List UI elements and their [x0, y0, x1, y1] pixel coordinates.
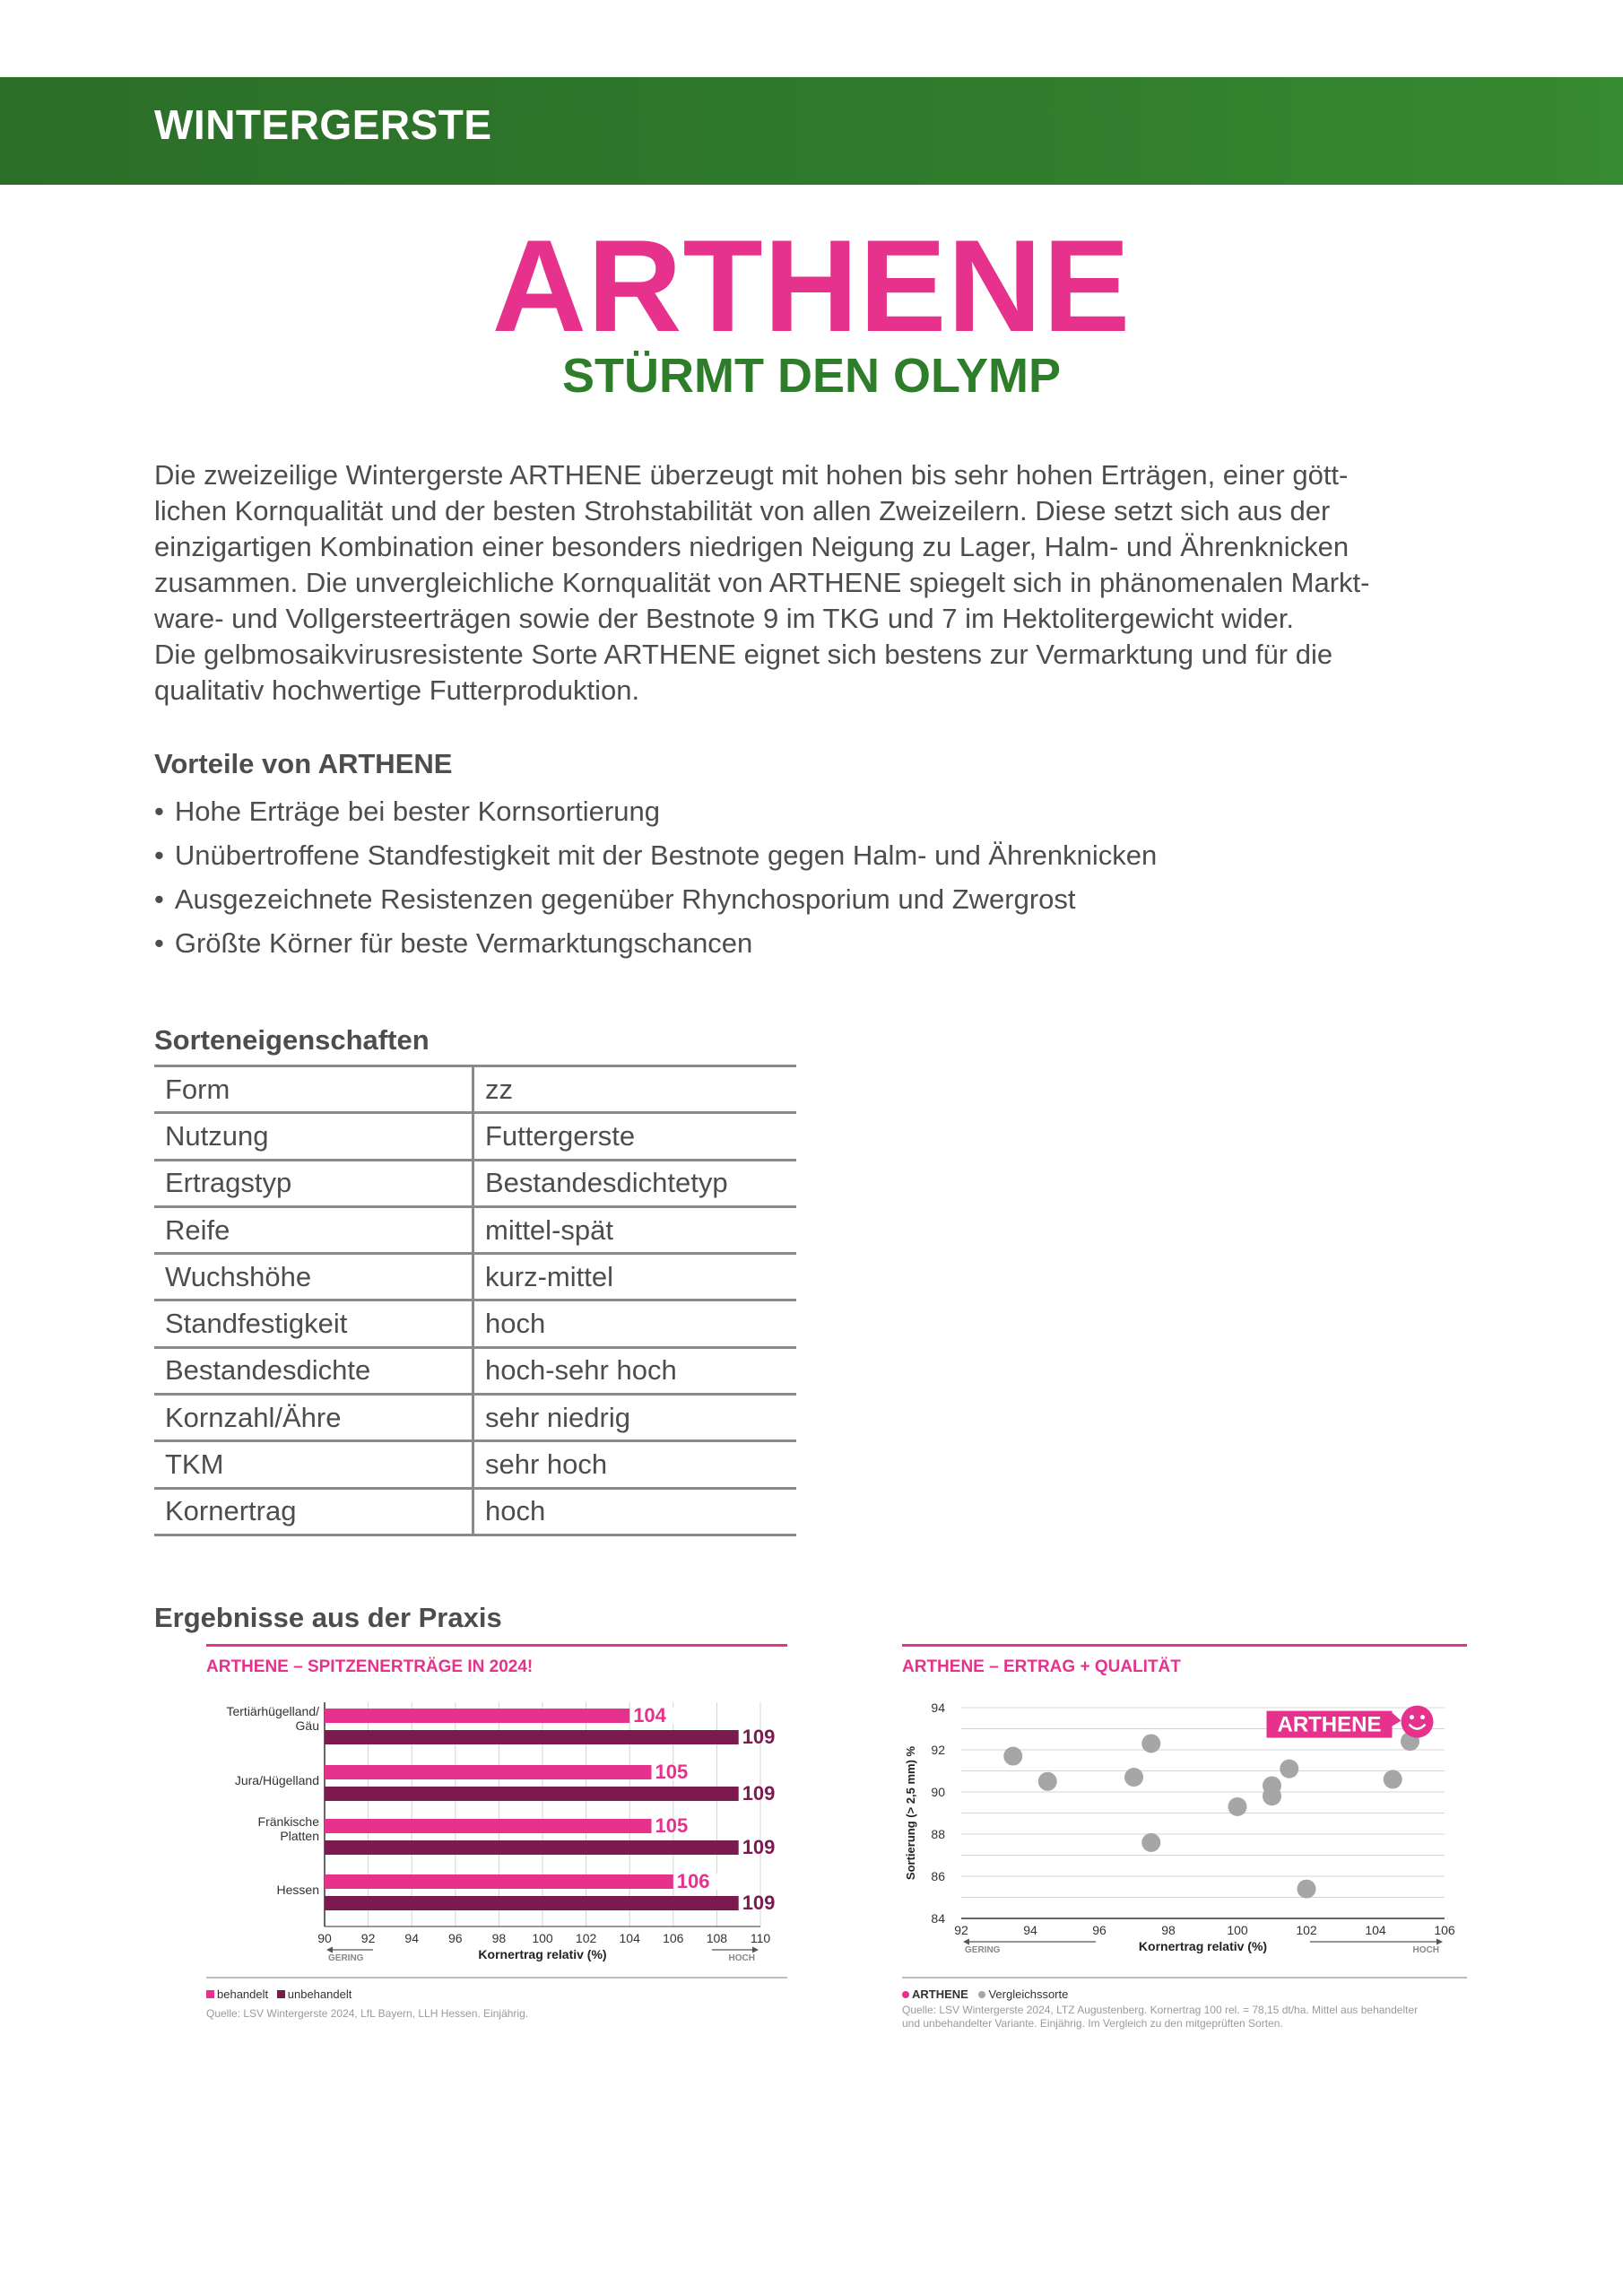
axis-high-label: HOCH — [1412, 1945, 1439, 1955]
property-name: Kornzahl/Ähre — [154, 1395, 473, 1441]
x-tick-label: 92 — [360, 1931, 376, 1945]
chart2-source: Quelle: LSV Wintergerste 2024, LTZ Augustenberg. Kornertrag 100 rel. = 78,15 dt/ha. Mittel aus behandelter und unbehandelter Variante. Einjährig. Im Vergleich zu den mitgeprüften Sorten. — [902, 2004, 1419, 2030]
axis-low-label: GERING — [328, 1953, 364, 1963]
axis-arrowhead-low — [326, 1947, 333, 1953]
yield-bar-chart — [197, 1686, 798, 1973]
property-row — [154, 1113, 796, 1160]
legend-dot-comparison — [978, 1991, 985, 1998]
bar-value-label: 109 — [742, 1726, 776, 1748]
property-value: Bestandesdichtetyp — [473, 1160, 797, 1206]
x-tick-label: 110 — [750, 1931, 771, 1945]
property-row — [154, 1347, 796, 1394]
intro-line: ware- und Vollgersteerträgen sowie der Bestnote 9 im TKG und 7 im Hektolitergewicht wider. — [154, 603, 1295, 634]
bar-behandelt — [325, 1819, 652, 1833]
x-tick-label: 104 — [619, 1931, 640, 1945]
category-label: Jura/Hügelland — [234, 1773, 319, 1787]
property-value: sehr niedrig — [473, 1395, 797, 1441]
chart1-top-rule — [206, 1644, 787, 1647]
bar-behandelt — [325, 1765, 652, 1779]
category-label: WINTERGERSTE — [154, 101, 492, 148]
data-point-comparison — [1228, 1797, 1247, 1816]
bar-unbehandelt — [325, 1730, 739, 1744]
smiley-eye — [1410, 1715, 1414, 1719]
bar-value-label: 109 — [742, 1892, 776, 1914]
y-tick-label: 84 — [931, 1911, 945, 1926]
y-tick-label: 94 — [931, 1700, 945, 1715]
legend-label-comparison: Vergleichssorte — [988, 1987, 1069, 2001]
x-axis-title: Kornertrag relativ (%) — [478, 1947, 607, 1961]
intro-line: zusammen. Die unvergleichliche Kornqualität von ARTHENE spiegelt sich in phänomenalen Markt- — [154, 567, 1370, 598]
chart2-top-rule — [902, 1644, 1467, 1647]
bar-value-label: 109 — [742, 1782, 776, 1805]
bar-behandelt — [325, 1874, 673, 1889]
axis-high-label: HOCH — [728, 1953, 755, 1963]
property-value: kurz-mittel — [473, 1254, 797, 1300]
data-point-comparison — [1124, 1768, 1143, 1787]
x-tick-label: 96 — [448, 1931, 463, 1945]
chart1-source: Quelle: LSV Wintergerste 2024, LfL Bayern, LLH Hessen. Einjährig. — [206, 2007, 529, 2020]
property-value: mittel-spät — [473, 1206, 797, 1253]
x-tick-label: 106 — [1434, 1923, 1455, 1937]
x-tick-label: 94 — [404, 1931, 419, 1945]
x-tick-label: 104 — [1365, 1923, 1386, 1937]
advantage-item: • Hohe Erträge bei bester Kornsortierung — [154, 789, 1157, 833]
axis-arrowhead-low — [963, 1939, 969, 1945]
x-tick-label: 90 — [317, 1931, 332, 1945]
property-row — [154, 1300, 796, 1347]
property-name: Wuchshöhe — [154, 1254, 473, 1300]
bar-unbehandelt — [325, 1840, 739, 1855]
intro-line: Die gelbmosaikvirusresistente Sorte ARTHENE eignet sich bestens zur Vermarktung und für die — [154, 639, 1333, 670]
property-value: hoch-sehr hoch — [473, 1347, 797, 1394]
x-tick-label: 98 — [491, 1931, 507, 1945]
x-tick-label: 106 — [663, 1931, 684, 1945]
smiley-eye — [1420, 1715, 1425, 1719]
bar-value-label: 105 — [655, 1814, 689, 1837]
bar-unbehandelt — [325, 1787, 739, 1801]
property-name: Ertragstyp — [154, 1160, 473, 1206]
property-row — [154, 1441, 796, 1488]
x-tick-label: 102 — [575, 1931, 597, 1945]
y-tick-label: 86 — [931, 1869, 945, 1883]
legend-label-untreated: unbehandelt — [287, 1987, 352, 2001]
product-subtitle: STÜRMT DEN OLYMP — [561, 349, 1062, 403]
property-name: Form — [154, 1066, 473, 1113]
advantages-heading: Vorteile von ARTHENE — [154, 748, 453, 779]
property-value: hoch — [473, 1300, 797, 1347]
data-point-comparison — [1141, 1833, 1160, 1852]
axis-arrowhead-high — [752, 1947, 759, 1953]
y-tick-label: 88 — [931, 1827, 945, 1841]
bar-value-label: 109 — [742, 1836, 776, 1858]
y-axis-title: Sortierung (> 2,5 mm) % — [904, 1745, 917, 1881]
property-value: sehr hoch — [473, 1441, 797, 1488]
bar-unbehandelt — [325, 1896, 739, 1910]
property-name: Reife — [154, 1206, 473, 1253]
intro-line: qualitativ hochwertige Futterproduktion. — [154, 674, 640, 706]
y-tick-label: 92 — [931, 1743, 945, 1757]
bar-value-label: 104 — [633, 1704, 666, 1726]
x-tick-label: 102 — [1296, 1923, 1317, 1937]
category-label: Fränkische Platten — [257, 1814, 319, 1843]
bar-value-label: 105 — [655, 1761, 689, 1783]
smiley-icon — [1402, 1706, 1434, 1738]
properties-heading: Sorteneigenschaften — [154, 1024, 430, 1056]
advantages-list — [154, 789, 1157, 965]
property-value: zz — [473, 1066, 797, 1113]
legend-dot-arthene — [902, 1991, 909, 1998]
product-title: ARTHENE — [491, 213, 1132, 359]
chart1-legend — [206, 1987, 352, 2001]
property-row — [154, 1160, 796, 1206]
property-name: TKM — [154, 1441, 473, 1488]
axis-arrowhead-high — [1436, 1939, 1443, 1945]
property-row — [154, 1488, 796, 1535]
advantage-item: • Unübertroffene Standfestigkeit mit der Bestnote gegen Halm- und Ährenknicken — [154, 833, 1157, 877]
advantage-item: • Größte Körner für beste Vermarktungschancen — [154, 921, 1157, 965]
advantage-item: • Ausgezeichnete Resistenzen gegenüber Rhynchosporium und Zwergrost — [154, 877, 1157, 921]
data-point-comparison — [1263, 1787, 1281, 1805]
x-tick-label: 94 — [1023, 1923, 1037, 1937]
legend-label-arthene: ARTHENE — [912, 1987, 968, 2001]
results-heading: Ergebnisse aus der Praxis — [154, 1602, 502, 1633]
x-tick-label: 96 — [1092, 1923, 1107, 1937]
data-point-comparison — [1141, 1734, 1160, 1752]
data-point-comparison — [1384, 1770, 1402, 1788]
chart1-title: ARTHENE – SPITZENERTRÄGE IN 2024! — [206, 1657, 534, 1676]
property-row — [154, 1395, 796, 1441]
intro-line: einzigartigen Kombination einer besonders niedrigen Neigung zu Lager, Halm- und Ährenknicken — [154, 531, 1350, 562]
x-tick-label: 92 — [954, 1923, 968, 1937]
yield-quality-scatter — [893, 1686, 1476, 1973]
chart2-title: ARTHENE – ERTRAG + QUALITÄT — [902, 1657, 1181, 1676]
axis-low-label: GERING — [965, 1945, 1001, 1955]
x-tick-label: 98 — [1161, 1923, 1176, 1937]
intro-line: Die zweizeilige Wintergerste ARTHENE überzeugt mit hohen bis sehr hohen Erträgen, einer gött- — [154, 459, 1349, 491]
bar-behandelt — [325, 1709, 629, 1723]
x-tick-label: 100 — [1227, 1923, 1248, 1937]
legend-swatch-untreated — [277, 1990, 285, 1998]
legend-swatch-treated — [206, 1990, 214, 1998]
properties-table — [154, 1065, 796, 1536]
property-row — [154, 1254, 796, 1300]
x-axis-title: Kornertrag relativ (%) — [1138, 1939, 1268, 1953]
property-row — [154, 1206, 796, 1253]
property-name: Bestandesdichte — [154, 1347, 473, 1394]
bar-value-label: 106 — [676, 1870, 710, 1892]
annotation-pointer — [1393, 1713, 1402, 1726]
property-name: Kornertrag — [154, 1488, 473, 1535]
x-tick-label: 108 — [706, 1931, 728, 1945]
chart1-bottom-rule — [206, 1977, 787, 1979]
property-value: hoch — [473, 1488, 797, 1535]
chart2-legend — [902, 1987, 1068, 2001]
intro-line: lichen Kornqualität und der besten Strohstabilität von allen Zweizeilern. Diese setzt sich aus der — [154, 495, 1331, 526]
property-name: Standfestigkeit — [154, 1300, 473, 1347]
data-point-comparison — [1003, 1747, 1022, 1766]
category-label: Hessen — [276, 1883, 319, 1897]
arthene-annotation-label: ARTHENE — [1277, 1712, 1382, 1737]
data-point-comparison — [1280, 1760, 1298, 1779]
category-label: Tertiärhügelland/ Gäu — [226, 1704, 319, 1733]
data-point-comparison — [1038, 1772, 1057, 1791]
legend-label-treated: behandelt — [217, 1987, 269, 2001]
x-tick-label: 100 — [532, 1931, 553, 1945]
property-row — [154, 1066, 796, 1113]
chart2-bottom-rule — [902, 1977, 1467, 1979]
intro-paragraph — [154, 457, 1463, 709]
property-name: Nutzung — [154, 1113, 473, 1160]
y-tick-label: 90 — [931, 1785, 945, 1799]
data-point-comparison — [1298, 1880, 1316, 1899]
property-value: Futtergerste — [473, 1113, 797, 1160]
